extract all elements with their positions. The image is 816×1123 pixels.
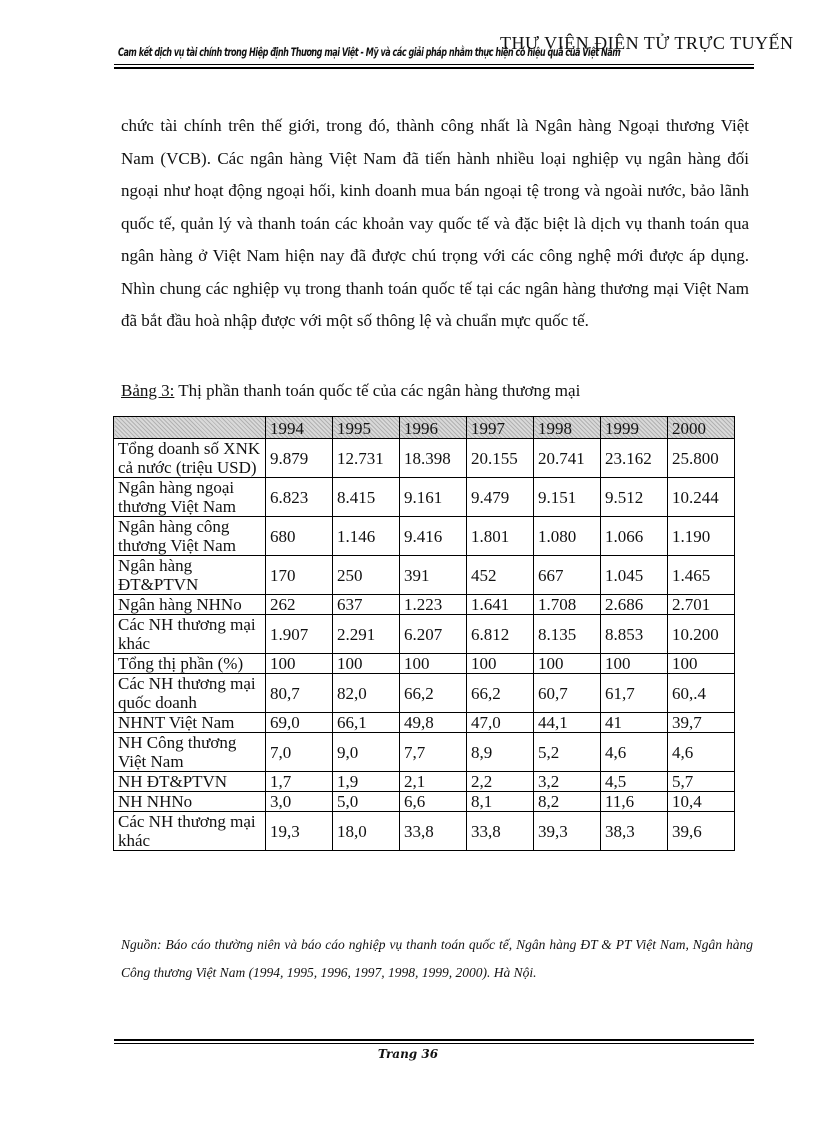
value-cell: 38,3 <box>601 812 668 851</box>
value-cell: 1,7 <box>266 772 333 792</box>
row-label-cell: NH ĐT&PTVN <box>114 772 266 792</box>
table-row <box>114 615 735 654</box>
value-cell: 8,1 <box>467 792 534 812</box>
value-cell: 1.190 <box>668 517 735 556</box>
table-row <box>114 772 735 792</box>
running-title: Cam kết dịch vụ tài chính trong Hiệp định Thương mại Việt - Mỹ và các giải pháp nhằm thực hiện có hiệu quả của Việt Nam <box>118 45 621 59</box>
table-row <box>114 595 735 615</box>
value-cell: 7,7 <box>400 733 467 772</box>
value-cell: 8.135 <box>534 615 601 654</box>
table-header-row <box>114 417 735 439</box>
table-row <box>114 713 735 733</box>
watermark-text: THƯ VIỆN ĐIỆN TỬ TRỰC TUYẾN <box>500 33 794 53</box>
year-header-cell: 2000 <box>668 417 735 439</box>
value-cell: 6.207 <box>400 615 467 654</box>
row-label-cell: Các NH thương mại khác <box>114 615 266 654</box>
value-cell: 10.200 <box>668 615 735 654</box>
value-cell: 262 <box>266 595 333 615</box>
body-paragraph: chức tài chính trên thế giới, trong đó, thành công nhất là Ngân hàng Ngoại thương Việt Nam (VCB). Các ngân hàng Việt Nam đã tiến hành nhiều loại nghiệp vụ ngân hàng đối ngoại như hoạt động ngoại hối, kinh doanh mua bán ngoại tệ trong và ngoài nước, bảo lãnh quốc tế, quản lý và thanh toán các khoản vay quốc tế và đặc biệt là dịch vụ thanh toán qua ngân hàng ở Việt Nam hiện nay đã được chú trọng với các công nghệ mới được áp dụng. Nhìn chung các nghiệp vụ trong thanh toán quốc tế tại các ngân hàng thương mại Việt Nam đã bắt đầu hoà nhập được với một số thông lệ và chuẩn mực quốc tế. <box>121 116 749 330</box>
value-cell: 12.731 <box>333 439 400 478</box>
value-cell: 1.223 <box>400 595 467 615</box>
value-cell: 80,7 <box>266 674 333 713</box>
value-cell: 20.741 <box>534 439 601 478</box>
row-label-cell: Ngân hàng ĐT&PTVN <box>114 556 266 595</box>
value-cell: 33,8 <box>467 812 534 851</box>
value-cell: 39,7 <box>668 713 735 733</box>
value-cell: 9.161 <box>400 478 467 517</box>
value-cell: 5,7 <box>668 772 735 792</box>
value-cell: 19,3 <box>266 812 333 851</box>
value-cell: 452 <box>467 556 534 595</box>
value-cell: 69,0 <box>266 713 333 733</box>
value-cell: 4,6 <box>668 733 735 772</box>
value-cell: 8,9 <box>467 733 534 772</box>
value-cell: 1,9 <box>333 772 400 792</box>
year-header-cell: 1994 <box>266 417 333 439</box>
page-number: Trang 36 <box>377 1047 439 1061</box>
value-cell: 1.907 <box>266 615 333 654</box>
year-header-cell: 1999 <box>601 417 668 439</box>
value-cell: 39,3 <box>534 812 601 851</box>
row-label-cell: Các NH thương mại khác <box>114 812 266 851</box>
value-cell: 1.080 <box>534 517 601 556</box>
value-cell: 25.800 <box>668 439 735 478</box>
table-row <box>114 792 735 812</box>
value-cell: 1.465 <box>668 556 735 595</box>
value-cell: 9.879 <box>266 439 333 478</box>
value-cell: 5,2 <box>534 733 601 772</box>
value-cell: 1.801 <box>467 517 534 556</box>
table-row <box>114 439 735 478</box>
value-cell: 170 <box>266 556 333 595</box>
value-cell: 100 <box>534 654 601 674</box>
year-header-cell: 1998 <box>534 417 601 439</box>
value-cell: 4,6 <box>601 733 668 772</box>
market-share-table <box>113 416 735 851</box>
row-label-cell: NH Công thương Việt Nam <box>114 733 266 772</box>
value-cell: 9.151 <box>534 478 601 517</box>
row-label-cell: Các NH thương mại quốc doanh <box>114 674 266 713</box>
header-rule <box>114 64 754 65</box>
value-cell: 100 <box>333 654 400 674</box>
value-cell: 8.415 <box>333 478 400 517</box>
value-cell: 4,5 <box>601 772 668 792</box>
value-cell: 39,6 <box>668 812 735 851</box>
value-cell: 11,6 <box>601 792 668 812</box>
value-cell: 61,7 <box>601 674 668 713</box>
value-cell: 391 <box>400 556 467 595</box>
table-row <box>114 733 735 772</box>
source-note: Nguồn: Báo cáo thường niên và báo cáo nghiệp vụ thanh toán quốc tế, Ngân hàng ĐT & PT Việt Nam, Ngân hàng Công thương Việt Nam (1994, 1995, 1996, 1997, 1998, 1999, 2000). Hà Nội. <box>121 937 753 980</box>
value-cell: 6.823 <box>266 478 333 517</box>
value-cell: 47,0 <box>467 713 534 733</box>
value-cell: 3,2 <box>534 772 601 792</box>
row-label-cell: Tổng thị phần (%) <box>114 654 266 674</box>
value-cell: 10.244 <box>668 478 735 517</box>
value-cell: 667 <box>534 556 601 595</box>
value-cell: 23.162 <box>601 439 668 478</box>
year-header-cell: 1995 <box>333 417 400 439</box>
value-cell: 100 <box>668 654 735 674</box>
value-cell: 60,.4 <box>668 674 735 713</box>
value-cell: 637 <box>333 595 400 615</box>
value-cell: 2.686 <box>601 595 668 615</box>
value-cell: 2,2 <box>467 772 534 792</box>
value-cell: 1.641 <box>467 595 534 615</box>
year-header-cell: 1996 <box>400 417 467 439</box>
header-corner-cell <box>114 417 266 439</box>
footer-rule <box>114 1043 754 1044</box>
table-row <box>114 674 735 713</box>
value-cell: 7,0 <box>266 733 333 772</box>
table-caption-text: Thị phần thanh toán quốc tế của các ngân hàng thương mại <box>174 381 581 400</box>
table-caption <box>121 381 580 401</box>
value-cell: 1.066 <box>601 517 668 556</box>
table-row <box>114 517 735 556</box>
value-cell: 33,8 <box>400 812 467 851</box>
header-rule-thick <box>114 67 754 69</box>
value-cell: 20.155 <box>467 439 534 478</box>
value-cell: 49,8 <box>400 713 467 733</box>
value-cell: 680 <box>266 517 333 556</box>
table-caption-label: Bảng 3: <box>121 381 175 400</box>
row-label-cell: NHNT Việt Nam <box>114 713 266 733</box>
value-cell: 1.146 <box>333 517 400 556</box>
value-cell: 2.701 <box>668 595 735 615</box>
value-cell: 60,7 <box>534 674 601 713</box>
table-row <box>114 812 735 851</box>
row-label-cell: Ngân hàng ngoại thương Việt Nam <box>114 478 266 517</box>
value-cell: 44,1 <box>534 713 601 733</box>
value-cell: 41 <box>601 713 668 733</box>
value-cell: 6.812 <box>467 615 534 654</box>
value-cell: 18.398 <box>400 439 467 478</box>
table-row <box>114 556 735 595</box>
body-text <box>121 110 749 338</box>
table-row <box>114 478 735 517</box>
value-cell: 10,4 <box>668 792 735 812</box>
value-cell: 100 <box>467 654 534 674</box>
value-cell: 3,0 <box>266 792 333 812</box>
year-header-cell: 1997 <box>467 417 534 439</box>
value-cell: 100 <box>400 654 467 674</box>
value-cell: 5,0 <box>333 792 400 812</box>
value-cell: 8.853 <box>601 615 668 654</box>
value-cell: 100 <box>601 654 668 674</box>
value-cell: 9.512 <box>601 478 668 517</box>
value-cell: 2.291 <box>333 615 400 654</box>
value-cell: 100 <box>266 654 333 674</box>
value-cell: 9,0 <box>333 733 400 772</box>
row-label-cell: NH NHNo <box>114 792 266 812</box>
value-cell: 66,1 <box>333 713 400 733</box>
value-cell: 9.479 <box>467 478 534 517</box>
value-cell: 2,1 <box>400 772 467 792</box>
row-label-cell: Tổng doanh số XNK cả nước (triệu USD) <box>114 439 266 478</box>
value-cell: 1.045 <box>601 556 668 595</box>
value-cell: 6,6 <box>400 792 467 812</box>
value-cell: 250 <box>333 556 400 595</box>
row-label-cell: Ngân hàng công thương Việt Nam <box>114 517 266 556</box>
value-cell: 82,0 <box>333 674 400 713</box>
value-cell: 8,2 <box>534 792 601 812</box>
value-cell: 1.708 <box>534 595 601 615</box>
table-row <box>114 654 735 674</box>
value-cell: 66,2 <box>400 674 467 713</box>
value-cell: 66,2 <box>467 674 534 713</box>
value-cell: 18,0 <box>333 812 400 851</box>
footer-rule-thick <box>114 1039 754 1041</box>
value-cell: 9.416 <box>400 517 467 556</box>
row-label-cell: Ngân hàng NHNo <box>114 595 266 615</box>
